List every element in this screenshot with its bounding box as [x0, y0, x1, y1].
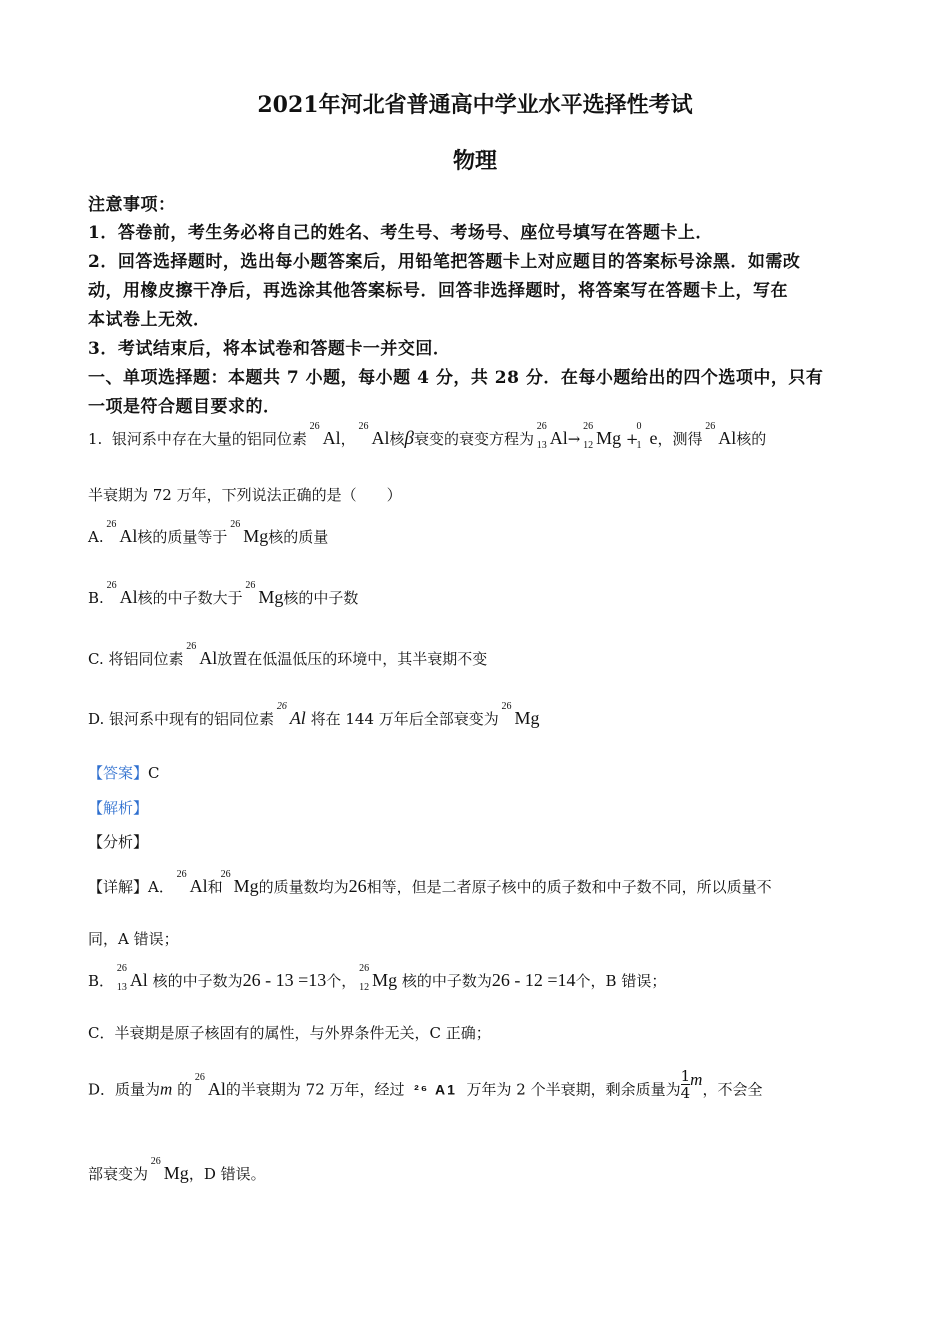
isotope-al26-full: 26 13 Al: [116, 963, 148, 993]
notice-item-2-line-3: 本试卷上无效．: [88, 310, 211, 330]
exam-title: 2021年河北省普通高中学业水平选择性考试: [257, 92, 693, 118]
isotope-al26: 26 Al: [309, 421, 341, 448]
question-1-stem-line-2: 半衰期为 72 万年，下列说法正确的是（ ）: [88, 486, 402, 504]
option-text: 核的中子数: [283, 589, 359, 607]
beta-symbol: β: [404, 428, 414, 449]
positron-symbol: 0 1 e: [636, 421, 658, 451]
detail-d-line-2: [88, 1156, 862, 1184]
isotope-mg26-full: 26 12 Mg: [359, 963, 398, 993]
stem-comma: ，: [340, 430, 356, 448]
detail-label: B．: [88, 972, 115, 990]
detail-text: 的半衰期为 72 万年，经过: [225, 1080, 405, 1099]
detail-d-line-1: [88, 1067, 862, 1107]
notice-item-3: 3．考试结束后，将本试卷和答题卡一并交回．: [88, 339, 451, 359]
detail-text: 万年为 2 个半衰期，剩余质量为: [466, 1080, 681, 1099]
detail-b: [88, 963, 862, 993]
equation: 26 - 13 =13: [242, 970, 327, 990]
fenxi-label: 【分析】: [88, 833, 149, 851]
stem-text: 衰变的衰变方程为: [413, 430, 534, 448]
isotope-mg26: 26 Mg: [150, 1156, 189, 1183]
equation: 26 - 12 =14: [491, 970, 576, 990]
analysis-label: 【解析】: [88, 799, 149, 817]
isotope-mg26: 26 Mg: [245, 580, 284, 607]
option-text: 核的中子数大于: [137, 589, 243, 607]
option-text: 放置在低温低压的环境中，其半衰期不变: [217, 650, 488, 668]
detail-text: ，不会全: [702, 1080, 763, 1099]
garbled-equation: ²⁶ A1: [414, 1081, 457, 1098]
plus-symbol: +: [625, 430, 639, 448]
option-c: [88, 641, 862, 669]
detail-number: 26: [348, 876, 367, 896]
detail-text: 个，: [326, 972, 357, 990]
isotope-al26: 26 Al: [276, 701, 306, 728]
detail-text: 核的中子数为: [401, 972, 492, 990]
section-heading-line-2: 一项是符合题目要求的．: [88, 397, 281, 417]
option-b: [88, 580, 862, 608]
isotope-al26: 26 Al: [106, 519, 138, 546]
option-label: C. 将铝同位素: [88, 650, 184, 668]
option-text: 将在 144 万年后全部衰变为: [310, 710, 499, 728]
answer-value: C: [148, 764, 160, 782]
isotope-al26: 26 Al: [705, 421, 737, 448]
option-a: [88, 519, 862, 547]
isotope-al26-full: 26 13 Al: [536, 421, 568, 451]
detail-text: 部衰变为: [88, 1165, 149, 1183]
stem-text: 银河系中存在大量的铝同位素: [111, 430, 307, 448]
detail-text: ，D 错误。: [188, 1165, 266, 1183]
answer-line: [88, 762, 862, 783]
isotope-al26: 26 Al: [186, 641, 218, 668]
stem-text: 核: [389, 430, 405, 448]
detail-text: 核的中子数为: [152, 972, 243, 990]
section-heading-line-1: 一、单项选择题：本题共 7 小题，每小题 4 分，共 28 分．在每小题给出的四个选项中，只有: [88, 368, 824, 388]
question-1-stem: [88, 421, 862, 451]
isotope-al26: 26 Al: [194, 1071, 226, 1099]
option-text: 核的质量: [268, 528, 329, 546]
detail-text: 的: [177, 1080, 193, 1099]
answer-label: 【答案】: [88, 764, 149, 782]
question-number: 1.: [88, 430, 103, 448]
detail-text: 相等，但是二者原子核中的质子数和中子数不同，所以质量不: [366, 878, 772, 896]
detail-text: 个，B 错误；: [575, 972, 667, 990]
isotope-mg26: 26 Mg: [501, 701, 540, 728]
detail-text: 的质量数均为: [258, 878, 349, 896]
detail-a-line-1: [88, 869, 862, 897]
option-label: A.: [88, 528, 104, 546]
detail-a-line-2: 同，A 错误；: [88, 930, 179, 948]
detail-c: C．半衰期是原子核固有的属性，与外界条件无关，C 正确；: [88, 1024, 491, 1042]
fraction-one-quarter: $\frac{1}{4}$: [680, 1067, 691, 1102]
stem-text: 核的: [736, 430, 767, 448]
math-m: m: [690, 1069, 703, 1089]
notice-item-2-line-2: 动，用橡皮擦干净后，再选涂其他答案标号．回答非选择题时，将答案写在答题卡上，写在: [88, 281, 788, 301]
subject-title: 物理: [452, 148, 497, 174]
isotope-mg26: 26 Mg: [230, 519, 269, 546]
detail-text: 和: [207, 878, 223, 896]
option-text: 核的质量等于: [137, 528, 228, 546]
notice-item-1: 1．答卷前，考生务必将自己的姓名、考生号、考场号、座位号填写在答题卡上．: [88, 223, 713, 243]
detail-label: D．质量为: [88, 1080, 161, 1099]
isotope-al26: 26 Al: [106, 580, 138, 607]
isotope-al26: 26 Al: [176, 869, 208, 896]
stem-text: ，测得: [657, 430, 703, 448]
isotope-mg26-full: 26 12 Mg: [583, 421, 622, 451]
isotope-al26: 26 Al: [358, 421, 390, 448]
math-m: m: [160, 1079, 173, 1099]
notice-item-2-line-1: 2．回答选择题时，选出每小题答案后，用铅笔把答题卡上对应题目的答案标号涂黑．如需改: [88, 252, 801, 272]
isotope-mg26: 26 Mg: [220, 869, 259, 896]
notice-heading: 注意事项：: [88, 195, 176, 215]
detail-label: 【详解】A．: [88, 878, 174, 896]
option-label: B.: [88, 589, 104, 607]
arrow-symbol: →: [567, 430, 581, 448]
option-d: [88, 701, 862, 729]
option-label: D. 银河系中现有的铝同位素: [88, 710, 275, 728]
